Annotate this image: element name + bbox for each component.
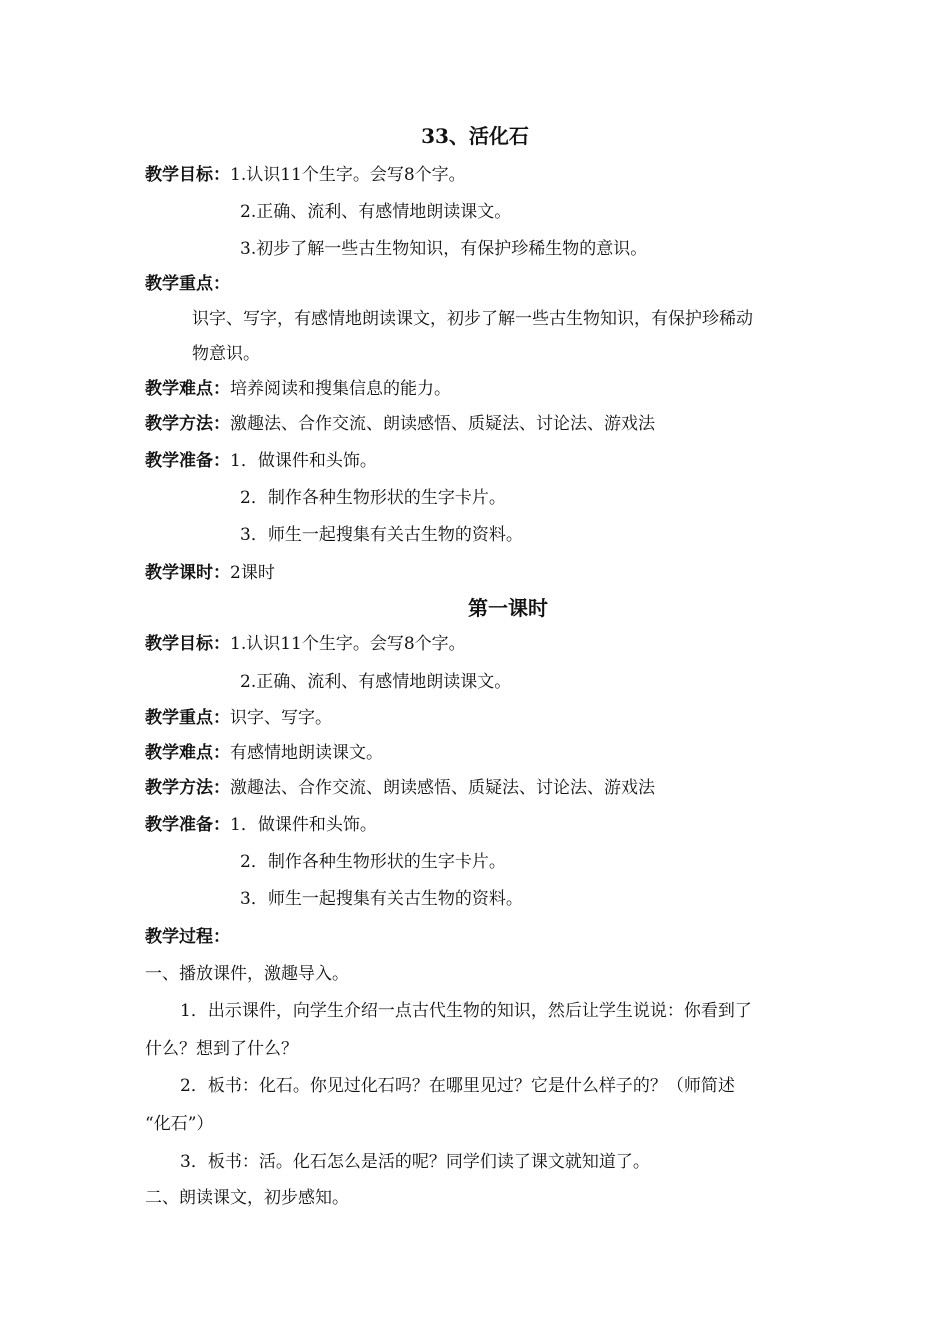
lesson-method-label: 教学方法：	[145, 778, 230, 798]
goal-item-1: 1.认识11个生字。会写8个字。	[230, 165, 466, 185]
method-label: 教学方法：	[145, 414, 230, 434]
process-label: 教学过程：	[145, 927, 230, 947]
difficulty-label: 教学难点：	[145, 379, 230, 399]
lesson-goal-item-2: 2.正确、流利、有感情地朗读课文。	[240, 672, 512, 692]
lesson-prep-row	[145, 814, 377, 836]
lesson-difficulty-row	[145, 742, 383, 764]
lesson-goal-row	[145, 633, 466, 655]
step-1: 一、播放课件，激趣导入。	[145, 964, 349, 984]
lesson-prep-label: 教学准备：	[145, 815, 230, 835]
lesson-goal-label: 教学目标：	[145, 634, 230, 654]
lesson-difficulty-label: 教学难点：	[145, 743, 230, 763]
key-text-line-1: 识字、写字，有感情地朗读课文，初步了解一些古生物知识，有保护珍稀动	[192, 309, 753, 329]
goal-row	[145, 164, 466, 186]
goal-item-3: 3.初步了解一些古生物知识，有保护珍稀生物的意识。	[240, 239, 648, 259]
step-1-3: 3．板书：活。化石怎么是活的呢？同学们读了课文就知道了。	[180, 1152, 650, 1172]
difficulty-text: 培养阅读和搜集信息的能力。	[230, 379, 451, 399]
difficulty-row	[145, 378, 451, 400]
lesson-method-text: 激趣法、合作交流、朗读感悟、质疑法、讨论法、游戏法	[230, 778, 655, 798]
key-text-line-2: 物意识。	[192, 344, 260, 364]
prep-label: 教学准备：	[145, 451, 230, 471]
page-title: 33、活化石	[421, 124, 529, 148]
step-1-2-line-2: “化石”）	[145, 1114, 214, 1134]
step-1-2-line-1: 2．板书：化石。你见过化石吗？在哪里见过？它是什么样子的？（师简述	[180, 1076, 735, 1096]
step-1-1-line-1: 1．出示课件，向学生介绍一点古代生物的知识，然后让学生说说：你看到了	[180, 1001, 752, 1021]
goal-label: 教学目标：	[145, 165, 230, 185]
lesson-method-row	[145, 777, 655, 799]
hours-label: 教学课时：	[145, 563, 230, 583]
lesson-key-row	[145, 707, 332, 729]
prep-item-2: 2．制作各种生物形状的生字卡片。	[240, 488, 506, 508]
lesson-prep-item-2: 2．制作各种生物形状的生字卡片。	[240, 852, 506, 872]
lesson-key-text: 识字、写字。	[230, 708, 332, 728]
lesson-heading: 第一课时	[468, 596, 548, 620]
hours-row	[145, 562, 275, 584]
lesson-key-label: 教学重点：	[145, 708, 230, 728]
method-row	[145, 413, 655, 435]
goal-item-2: 2.正确、流利、有感情地朗读课文。	[240, 202, 512, 222]
step-2: 二、朗读课文，初步感知。	[145, 1188, 349, 1208]
lesson-prep-item-3: 3．师生一起搜集有关古生物的资料。	[240, 889, 523, 909]
prep-item-3: 3．师生一起搜集有关古生物的资料。	[240, 525, 523, 545]
lesson-goal-item-1: 1.认识11个生字。会写8个字。	[230, 634, 466, 654]
method-text: 激趣法、合作交流、朗读感悟、质疑法、讨论法、游戏法	[230, 414, 655, 434]
hours-text: 2课时	[230, 563, 275, 583]
lesson-difficulty-text: 有感情地朗读课文。	[230, 743, 383, 763]
lesson-prep-item-1: 1．做课件和头饰。	[230, 815, 377, 835]
prep-row	[145, 450, 377, 472]
step-1-1-line-2: 什么？想到了什么？	[145, 1039, 298, 1059]
prep-item-1: 1．做课件和头饰。	[230, 451, 377, 471]
key-label: 教学重点：	[145, 274, 230, 294]
